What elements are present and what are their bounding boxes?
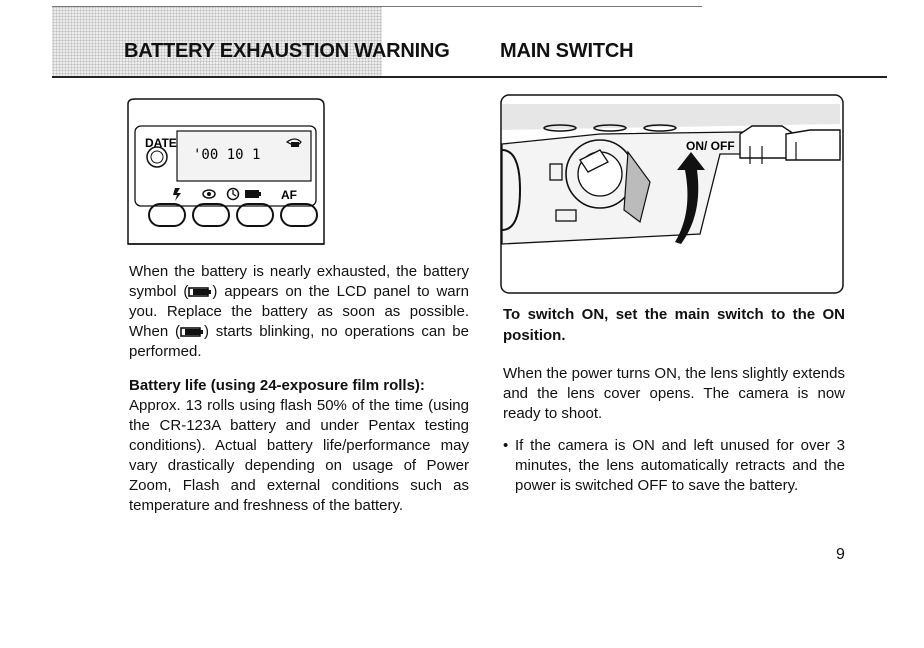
bullet-marker: • bbox=[503, 437, 509, 454]
power-on-description: When the power turns ON, the lens slightly extends and the lens cover opens. The camera is now ready to shoot. bbox=[503, 365, 845, 422]
switch-on-instruction: To switch ON, set the main switch to the ON position. bbox=[503, 306, 845, 344]
lcd-panel-illustration bbox=[127, 98, 327, 246]
battery-life-paragraph: Approx. 13 rolls using flash 50% of the time (using the CR-123A battery and under Pentax testing conditions). Actual battery life/performance may vary drastically depending on usage of Power Zoom, Flash and external conditions such as temperature and freshness of the battery. bbox=[129, 397, 469, 514]
battery-life-heading: Battery life (using 24-exposure film rolls): bbox=[129, 377, 425, 394]
page-number: 9 bbox=[836, 546, 845, 563]
battery-warning-paragraph: When the battery is nearly exhausted, the battery symbol ( ) appears on the LCD panel to warn you. Replace the battery as soon as possible. When ( ) starts blinking, no operations can be performed. bbox=[129, 263, 469, 360]
main-switch-illustration bbox=[500, 94, 844, 294]
af-label: AF bbox=[281, 188, 297, 202]
lcd-digits: '00 10 1 bbox=[193, 147, 261, 163]
date-label: DATE bbox=[145, 136, 177, 150]
section-title-battery-warning: BATTERY EXHAUSTION WARNING bbox=[124, 40, 450, 62]
on-off-label: ON/ OFF bbox=[686, 139, 735, 153]
header-top-rule bbox=[52, 6, 702, 7]
auto-off-note bbox=[503, 436, 845, 496]
battery-icon bbox=[180, 327, 204, 337]
auto-off-text: If the camera is ON and left unused for over 3 minutes, the lens automatically retracts and the power is switched OFF to save the battery. bbox=[515, 437, 845, 494]
section-title-main-switch: MAIN SWITCH bbox=[500, 40, 634, 62]
battery-icon bbox=[188, 287, 212, 297]
battery-icon bbox=[245, 190, 261, 198]
header-bottom-rule bbox=[52, 76, 887, 78]
